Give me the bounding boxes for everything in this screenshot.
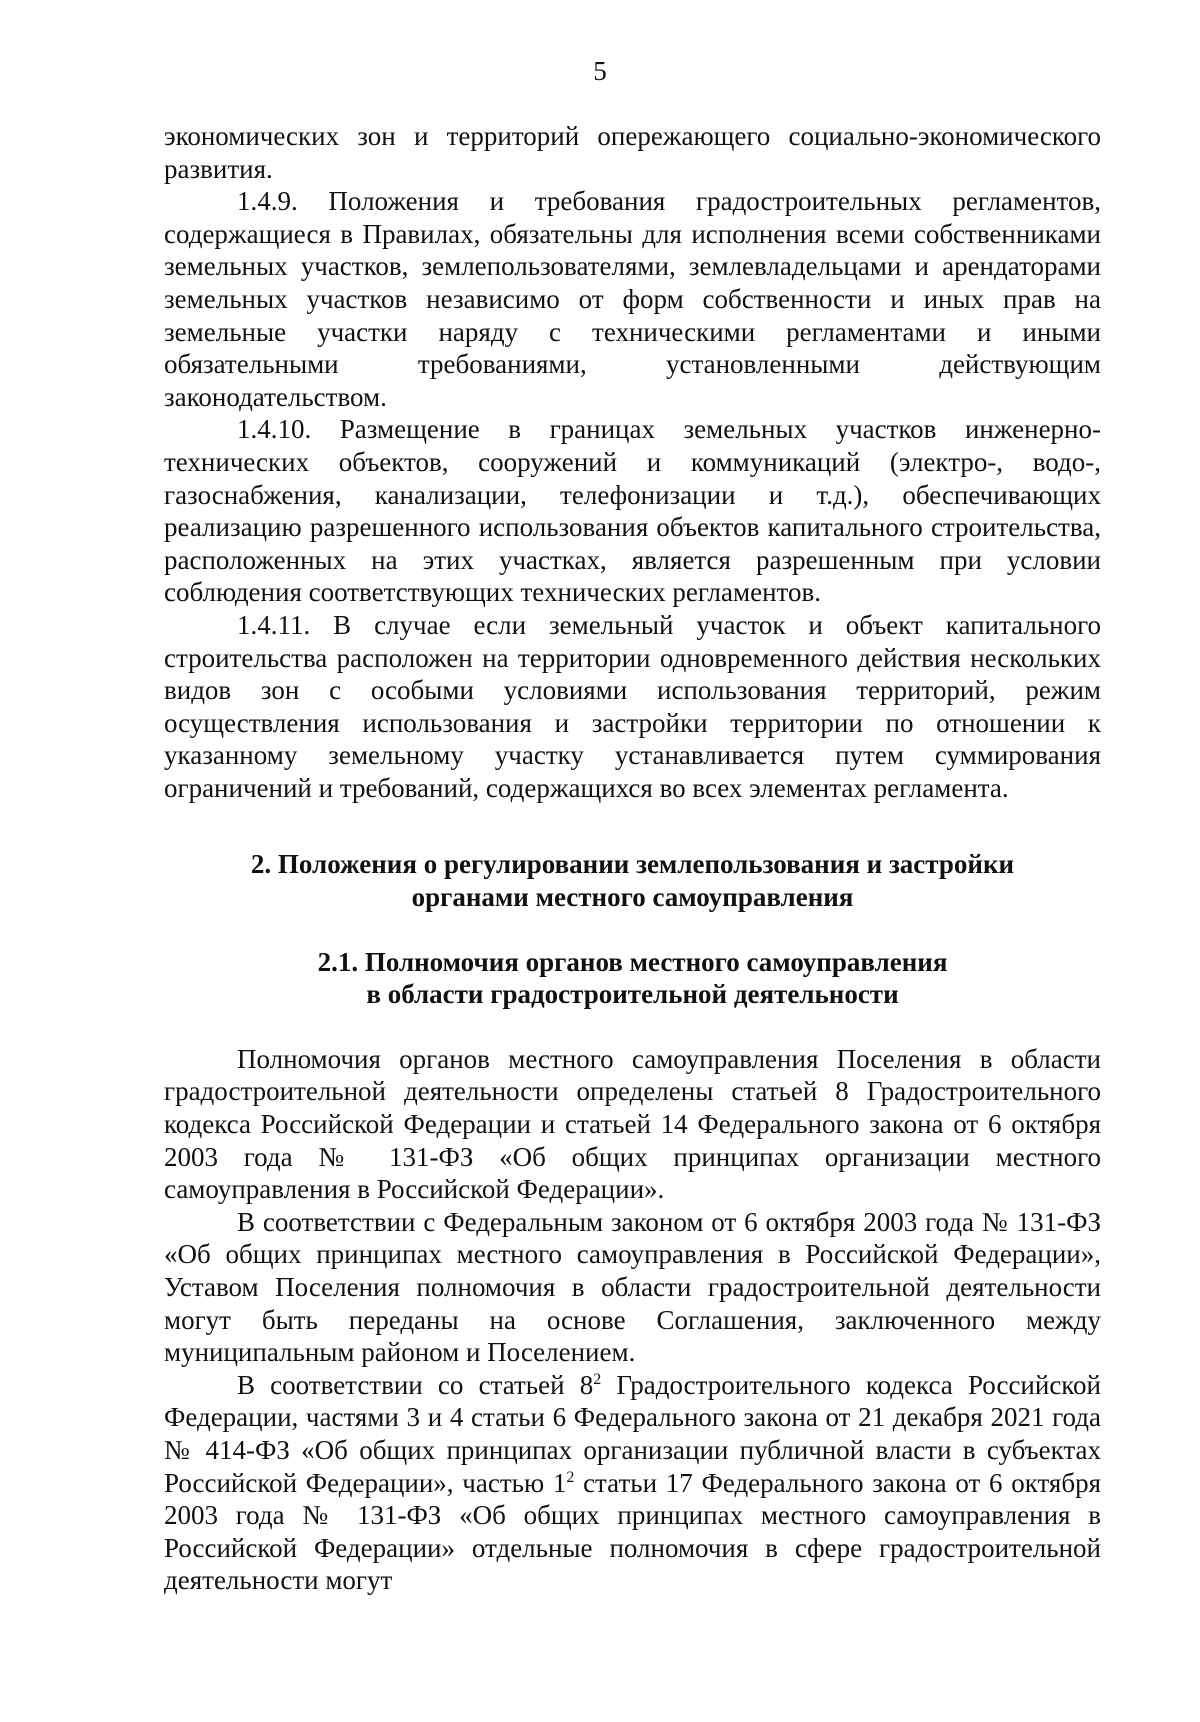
section-heading: [164, 848, 1101, 913]
paragraph-1-4-10: 1.4.10. Размещение в границах земельных участков инженерно-технических объектов, сооружений и коммуникаций (электро-, водо-, газоснабжения, канализации, телефонизации и т.д.), обеспечивающих реализацию разрешенного использования объектов капитального строительства, расположенных на этих участках, является разрешенным при условии соблюдения соответствующих технических регламентов.: [164, 414, 1101, 608]
subsection-heading: [164, 946, 1101, 1011]
subsection-heading-line-2: в области градостроительной деятельности: [366, 979, 899, 1010]
superscript-2: 2: [593, 1370, 602, 1388]
page-number: 5: [593, 56, 607, 86]
paragraph-federal-law: В соответствии с Федеральным законом от 6 октября 2003 года № 131-ФЗ «Об общих принципах местного самоуправления в Российской Федерации», Уставом Поселения полномочия в области градостроительной деятельности могут быть переданы на основе Соглашения, заключенного между муниципальным районом и Поселением.: [164, 1206, 1101, 1368]
paragraph-article-8-2-part-3: статьи 17 Федерального закона от 6 октября 2003 года № 131-ФЗ «Об общих принципах местного самоуправления в Российской Федерации» отдельные полномочия в сфере градостроительной деятельности могут: [164, 1467, 1101, 1596]
paragraph-article-8-2-part-2: Градостроительного кодекса Российской Федерации, частями 3 и 4 статьи 6 Федерального закона от 21 декабря 2021 года № 414-ФЗ «Об общих принципах организации публичной власти в субъектах Российской Федерации», частью 1: [164, 1369, 1102, 1498]
section-heading-line-2: органами местного самоуправления: [411, 882, 854, 913]
paragraph-1-4-9: 1.4.9. Положения и требования градостроительных регламентов, содержащиеся в Правилах, обязательны для исполнения всеми собственниками земельных участков, землепользователями, землевладельцами и арендаторами земельных участков независимо от форм собственности и иных прав на земельные участки наряду с техническими регламентами и иными обязательными требованиями, установленными действующим законодательством.: [164, 186, 1101, 412]
paragraph-continuation: экономических зон и территорий опережающего социально-экономического развития.: [164, 121, 1101, 184]
paragraph-powers: Полномочия органов местного самоуправления Поселения в области градостроительной деятельности определены статьей 8 Градостроительного кодекса Российской Федерации и статьей 14 Федерального закона от 6 октября 2003 года № 131-ФЗ «Об общих принципах организации местного самоуправления в Российской Федерации».: [164, 1043, 1101, 1205]
superscript-2: 2: [566, 1468, 575, 1486]
paragraph-1-4-11: 1.4.11. В случае если земельный участок и объект капитального строительства расположен на территории одновременного действия нескольких видов зон с особыми условиями использования территорий, режим осуществления использования и застройки территории по отношении к указанному земельному участку устанавливается путем суммирования ограничений и требований, содержащихся во всех элементах регламента.: [164, 609, 1101, 803]
paragraph-article-8-2-part-1: В соответствии со статьей 8: [237, 1369, 594, 1400]
subsection-heading-line-1: 2.1. Полномочия органов местного самоуправления: [317, 946, 948, 977]
document-body: [164, 120, 1101, 1597]
paragraph-article-8-2: [164, 1369, 1101, 1597]
section-heading-line-1: 2. Положения о регулировании землепользования и застройки: [250, 849, 1015, 880]
